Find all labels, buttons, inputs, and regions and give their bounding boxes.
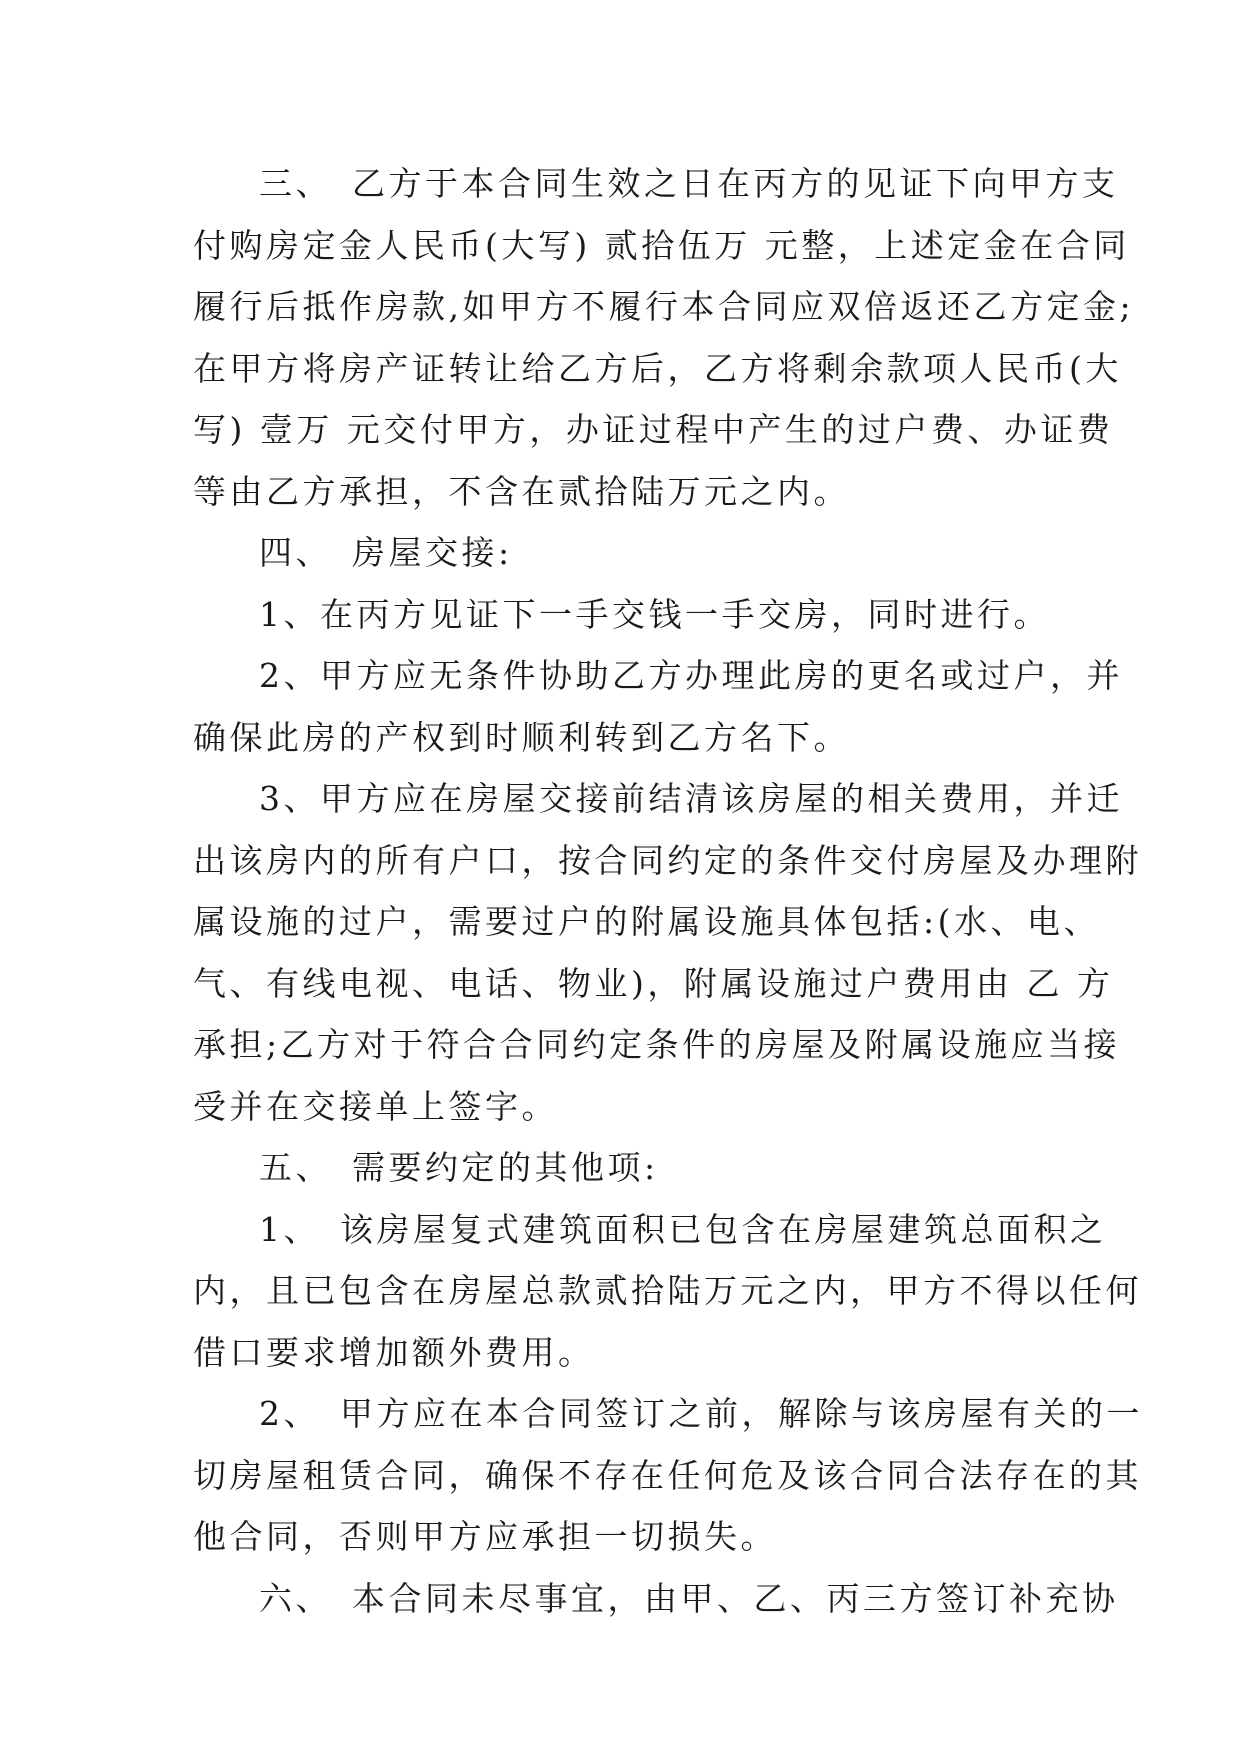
text-line: 出该房内的所有户口，按合同约定的条件交付房屋及办理附: [193, 840, 1142, 880]
text-line: 1、在丙方见证下一手交钱一手交房，同时进行。: [259, 594, 1050, 634]
text-line: 四、 房屋交接:: [259, 533, 513, 572]
paragraph-p4-3: [193, 768, 1142, 1137]
text-line: 写) 壹万 元交付甲方，办证过程中产生的过户费、办证费: [193, 410, 1114, 449]
text-line: 承担;乙方对于符合合同约定条件的房屋及附属设施应当接: [193, 1025, 1121, 1064]
text-line: 三、 乙方于本合同生效之日在丙方的见证下向甲方支: [259, 164, 1119, 203]
text-line: 他合同，否则甲方应承担一切损失。: [193, 1517, 777, 1556]
text-line: 内，且已包含在房屋总款贰拾陆万元之内，甲方不得以任何: [193, 1271, 1142, 1310]
paragraph-p3: [193, 153, 1135, 522]
paragraph-p4: [193, 522, 1053, 584]
text-line: 受并在交接单上签字。: [193, 1086, 558, 1126]
paragraph-p5-2: [193, 1383, 1143, 1568]
paragraph-p5: [193, 1137, 1053, 1199]
text-line: 确保此房的产权到时顺利转到乙方名下。: [193, 717, 850, 757]
text-line: 1、 该房屋复式建筑面积已包含在房屋建筑总面积之: [259, 1209, 1107, 1249]
text-line: 等由乙方承担，不含在贰拾陆万元之内。: [193, 471, 850, 511]
paragraph-p4-2: [193, 645, 1123, 768]
paragraph-p6: [193, 1568, 1119, 1630]
text-line: 六、 本合同未尽事宜，由甲、乙、丙三方签订补充协: [259, 1578, 1119, 1618]
text-line: 履行后抵作房款,如甲方不履行本合同应双倍返还乙方定金;: [193, 287, 1135, 326]
text-line: 3、甲方应在房屋交接前结清该房屋的相关费用，并迁: [259, 779, 1123, 818]
text-line: 属设施的过户，需要过户的附属设施具体包括:(水、电、: [193, 902, 1100, 941]
paragraph-p5-1: [193, 1199, 1142, 1384]
text-line: 在甲方将房产证转让给乙方后，乙方将剩余款项人民币(大: [193, 348, 1122, 388]
text-line: 2、 甲方应在本合同签订之前，解除与该房屋有关的一: [259, 1394, 1143, 1433]
contract-body: [193, 153, 1143, 1629]
text-line: 2、甲方应无条件协助乙方办理此房的更名或过户，并: [259, 656, 1123, 695]
text-line: 付购房定金人民币(大写) 贰拾伍万 元整，上述定金在合同: [193, 225, 1130, 265]
paragraph-p4-1: [193, 584, 1053, 646]
text-line: 借口要求增加额外费用。: [193, 1332, 595, 1372]
text-line: 气、有线电视、电话、物业)，附属设施过户费用由 乙 方: [193, 963, 1114, 1003]
text-line: 切房屋租赁合同，确保不存在任何危及该合同合法存在的其: [193, 1455, 1142, 1495]
text-line: 五、 需要约定的其他项:: [259, 1148, 659, 1187]
